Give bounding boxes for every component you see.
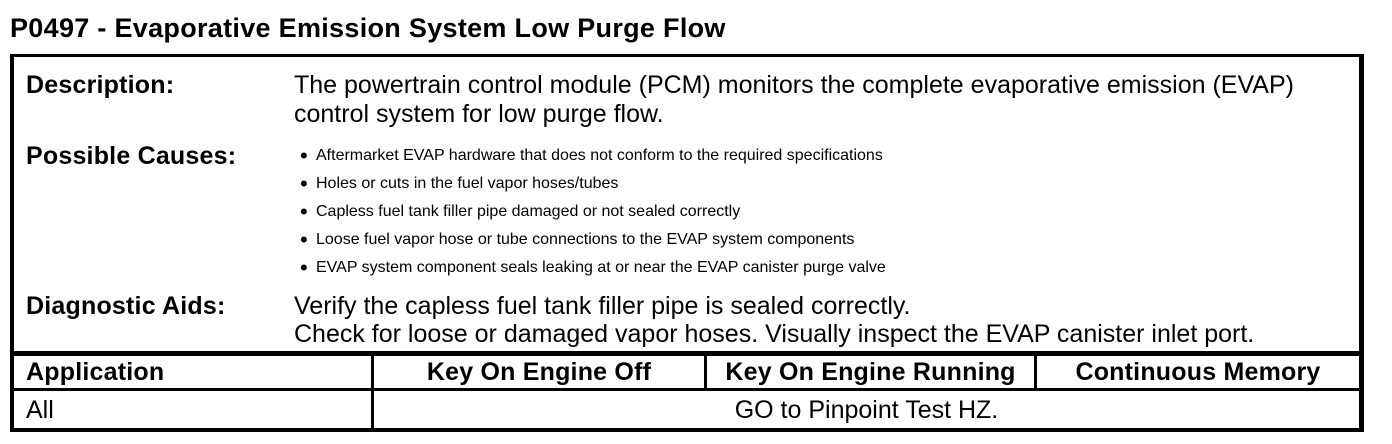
description-line: The powertrain control module (PCM) monitors the complete evaporative emission (EVAP) bbox=[294, 71, 1294, 99]
diagnostic-aids-row bbox=[14, 287, 1359, 351]
description-text bbox=[294, 71, 1359, 140]
possible-causes-list bbox=[294, 142, 1359, 287]
application-value-cell: All bbox=[26, 396, 54, 424]
diagnostic-aids-label: Diagnostic Aids: bbox=[26, 292, 226, 320]
description-row bbox=[14, 57, 1359, 140]
dtc-info-table bbox=[10, 54, 1364, 432]
cause-text: Loose fuel vapor hose or tube connections to the EVAP system components bbox=[316, 231, 855, 248]
cause-item bbox=[294, 198, 1359, 226]
bullet-icon: • bbox=[300, 255, 308, 280]
cause-text: Capless fuel tank filler pipe damaged or not sealed correctly bbox=[316, 203, 741, 220]
key-on-engine-off-header-cell: Key On Engine Off bbox=[371, 356, 704, 388]
bullet-icon: • bbox=[300, 227, 308, 252]
cause-text: Aftermarket EVAP hardware that does not conform to the required specifications bbox=[316, 147, 883, 164]
dtc-title: P0497 - Evaporative Emission System Low Purge Flow bbox=[10, 13, 726, 43]
info-section bbox=[14, 57, 1359, 351]
bullet-icon: • bbox=[300, 171, 308, 196]
cause-text: Holes or cuts in the fuel vapor hoses/tubes bbox=[316, 175, 619, 192]
pinpoint-test-action-cell: GO to Pinpoint Test HZ. bbox=[371, 391, 1359, 430]
description-label: Description: bbox=[26, 71, 175, 99]
application-data-row bbox=[14, 388, 1359, 430]
cause-item bbox=[294, 226, 1359, 254]
possible-causes-row bbox=[14, 140, 1359, 287]
diagnostic-aid-line: Verify the capless fuel tank filler pipe is sealed correctly. bbox=[294, 292, 911, 320]
application-header-row bbox=[14, 351, 1359, 388]
cause-item bbox=[294, 170, 1359, 198]
bullet-icon: • bbox=[300, 143, 308, 168]
description-line: control system for low purge flow. bbox=[294, 100, 664, 128]
possible-causes-label: Possible Causes: bbox=[26, 142, 237, 170]
cause-text: EVAP system component seals leaking at or near the EVAP canister purge valve bbox=[316, 259, 886, 276]
application-header-cell: Application bbox=[26, 357, 165, 386]
diagnostic-aid-line: Check for loose or damaged vapor hoses. Visually inspect the EVAP canister inlet port. bbox=[294, 320, 1255, 348]
cause-item bbox=[294, 142, 1359, 170]
bullet-icon: • bbox=[300, 199, 308, 224]
diagnostic-aids-text bbox=[294, 292, 1359, 351]
key-on-engine-running-header-cell: Key On Engine Running bbox=[704, 356, 1034, 388]
continuous-memory-header-cell: Continuous Memory bbox=[1034, 356, 1359, 388]
cause-item bbox=[294, 254, 1359, 282]
